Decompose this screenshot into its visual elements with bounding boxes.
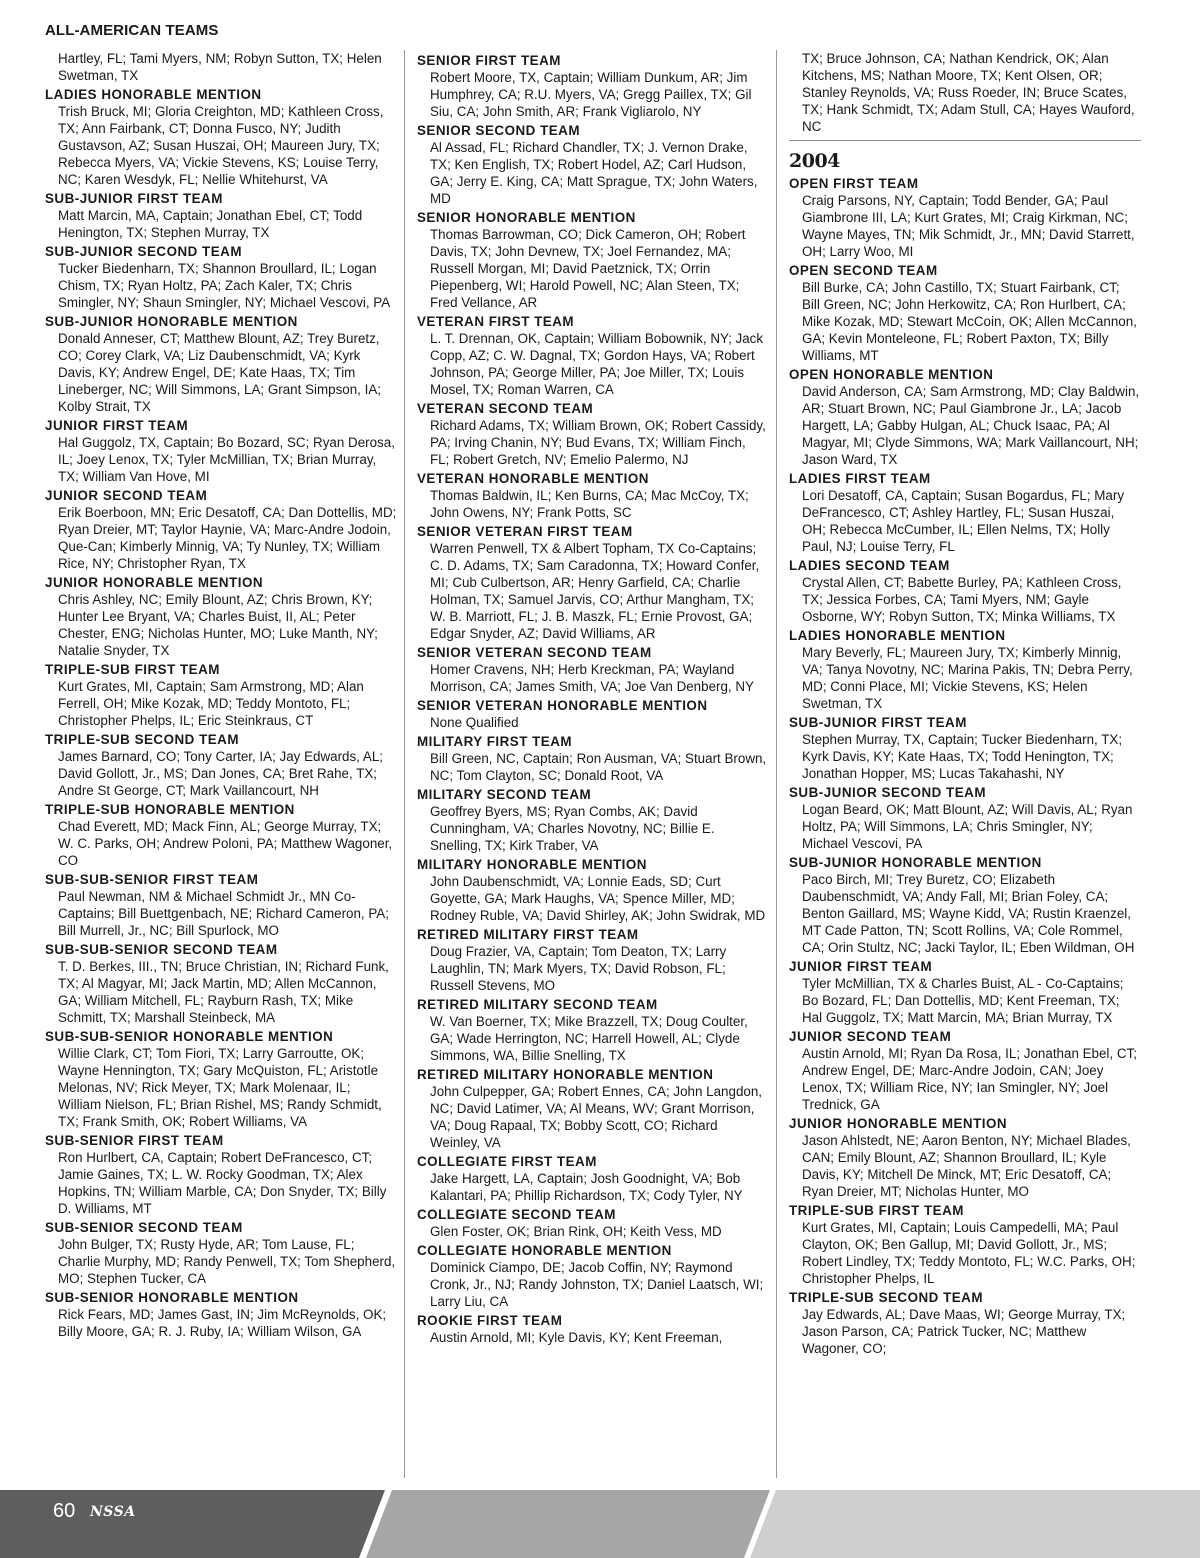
section-heading: COLLEGIATE FIRST TEAM <box>417 1154 597 1169</box>
team-section-veteran-first-team <box>417 313 767 398</box>
team-section-collegiate-first-team <box>417 1153 767 1204</box>
team-members: Paco Birch, MI; Trey Buretz, CO; Elizabeth Daubenschmidt, VA; Andy Fall, MI; Brian Foley, CA; Benton Gaillard, MS; Wayne Kidd, VA; Rustin Kraenzel, MT Cade Patton, TN; Scott Rollins, VA; Cole Rommel, CA; Orin Stultz, NC; Jacki Taylor, IL; Eben Wildman, OH <box>802 872 1135 955</box>
team-members: Doug Frazier, VA, Captain; Tom Deaton, TX; Larry Laughlin, TN; Mark Myers, TX; David Robson, FL; Russell Stevens, MO <box>430 944 727 993</box>
team-members: Thomas Baldwin, IL; Ken Burns, CA; Mac McCoy, TX; John Owens, NY; Frank Potts, SC <box>430 488 749 520</box>
team-section-rookie-first-team <box>417 1312 767 1346</box>
section-heading: JUNIOR FIRST TEAM <box>45 418 189 433</box>
team-members: Jay Edwards, AL; Dave Maas, WI; George Murray, TX; Jason Parson, CA; Patrick Tucker, NC; Matthew Wagoner, CO; <box>802 1307 1126 1356</box>
column-divider <box>404 50 405 1478</box>
team-section-ladies-second-team <box>789 557 1141 625</box>
section-heading: MILITARY HONORABLE MENTION <box>417 857 647 872</box>
year-heading: 2004 <box>789 150 840 172</box>
column-divider <box>776 50 777 1478</box>
section-heading: SENIOR VETERAN HONORABLE MENTION <box>417 698 708 713</box>
section-heading: JUNIOR HONORABLE MENTION <box>789 1116 1008 1131</box>
team-members: L. T. Drennan, OK, Captain; William Bobownik, NY; Jack Copp, AZ; C. W. Dagnal, TX; Gordon Hays, VA; Robert Johnson, PA; George Miller, PA; Joe Miller, TX; Louis Mosel, TX; Roman Warren, CA <box>430 331 764 397</box>
team-section-retired-military-second-team <box>417 996 767 1064</box>
team-members: Bill Green, NC, Captain; Ron Ausman, VA; Stuart Brown, NC; Tom Clayton, SC; Donald Root, VA <box>430 751 767 783</box>
section-heading: LADIES SECOND TEAM <box>789 558 950 573</box>
team-section-military-first-team <box>417 733 767 784</box>
section-heading: LADIES FIRST TEAM <box>789 471 931 486</box>
team-section-senior-first-team <box>417 52 767 120</box>
team-members: James Barnard, CO; Tony Carter, IA; Jay Edwards, AL; David Gollott, Jr., MS; Dan Jones, CA; Bret Rahe, TX; Andre St George, CT; Mark Vaillancourt, NH <box>58 749 383 798</box>
team-section-junior-second-team <box>45 487 397 572</box>
team-members: Al Assad, FL; Richard Chandler, TX; J. Vernon Drake, TX; Ken English, TX; Robert Hodel, AZ; Carl Hudson, GA; Jerry E. King, CA; Matt Sprague, TX; John Waters, MD <box>430 140 758 206</box>
team-section-sub-sub-senior-first-team <box>45 871 397 939</box>
team-members: Craig Parsons, NY, Captain; Todd Bender, GA; Paul Giambrone III, LA; Kurt Grates, MI; Craig Kirkman, NC; Wayne Mayes, TN; Mik Schmidt, Jr., MN; David Starrett, OH; Larry Woo, MI <box>802 193 1135 259</box>
team-section-sub-senior-honorable-mention <box>45 1289 397 1340</box>
team-members: Thomas Barrowman, CO; Dick Cameron, OH; Robert Davis, TX; John Devnew, TX; Joel Fernandez, MA; Russell Morgan, MI; David Paetznick, TX; Orrin Piepenberg, WI; Harold Powell, NC; Alan Steen, TX; Fred Vellance, AR <box>430 227 746 310</box>
brand-logo-text: NSSA <box>90 1504 136 1520</box>
team-section-senior-veteran-first-team <box>417 523 767 642</box>
team-members: Lori Desatoff, CA, Captain; Susan Bogardus, FL; Mary DeFrancesco, CT; Ashley Hartley, FL; Susan Huszai, OH; Rebecca McCumber, IL; Ellen Nelms, TX; Holly Paul, NJ; Louise Terry, FL <box>802 488 1125 554</box>
team-section-sub-junior-second-team <box>789 784 1141 852</box>
team-members: Hartley, FL; Tami Myers, NM; Robyn Sutton, TX; Helen Swetman, TX <box>58 51 382 83</box>
team-section-retired-military-honorable-mention <box>417 1066 767 1151</box>
section-heading: SUB-SENIOR FIRST TEAM <box>45 1133 224 1148</box>
team-section-veteran-honorable-mention <box>417 470 767 521</box>
team-section-open-honorable-mention <box>789 366 1141 468</box>
team-members: Robert Moore, TX, Captain; William Dunkum, AR; Jim Humphrey, CA; R.U. Myers, VA; Gregg Paillex, TX; Gil Siu, CA; John Smith, AR; Frank Vigliarolo, NY <box>430 70 752 119</box>
team-members: Paul Newman, NM & Michael Schmidt Jr., MN Co-Captains; Bill Buettgenbach, NE; Richard Cameron, PA; Bill Murrell, Jr., NC; Bill Spurlock, MO <box>58 889 389 938</box>
team-members: Chris Ashley, NC; Emily Blount, AZ; Chris Brown, KY; Hunter Lee Bryant, VA; Charles Buist, II, AL; Peter Chester, ENG; Nicholas Hunter, MO; Luke Manth, NY; Natalie Snyder, TX <box>58 592 378 658</box>
team-section-military-honorable-mention <box>417 856 767 924</box>
section-heading: SUB-SUB-SENIOR SECOND TEAM <box>45 942 278 957</box>
section-heading: JUNIOR HONORABLE MENTION <box>45 575 264 590</box>
section-heading: ROOKIE FIRST TEAM <box>417 1313 563 1328</box>
section-heading: LADIES HONORABLE MENTION <box>789 628 1006 643</box>
team-members: Chad Everett, MD; Mack Finn, AL; George Murray, TX; W. C. Parks, OH; Andrew Poloni, PA; Matthew Wagoner, CO <box>58 819 393 868</box>
team-members: Austin Arnold, MI; Kyle Davis, KY; Kent Freeman, <box>430 1330 723 1345</box>
team-members: Trish Bruck, MI; Gloria Creighton, MD; Kathleen Cross, TX; Ann Fairbank, CT; Donna Fusco, NY; Judith Gustavson, AZ; Susan Huszai, OH; Maureen Jury, TX; Rebecca Myers, VA; Vickie Stevens, KS; Louise Terry, NC; Karen Wesdyk, FL; Nellie Whitehurst, VA <box>58 104 384 187</box>
section-heading: TRIPLE-SUB HONORABLE MENTION <box>45 802 295 817</box>
team-members: Dominick Ciampo, DE; Jacob Coffin, NY; Raymond Cronk, Jr., NJ; Randy Johnston, TX; Daniel Laatsch, WI; Larry Liu, CA <box>430 1260 764 1309</box>
page-title: ALL-AMERICAN TEAMS <box>45 22 219 39</box>
team-section-sub-junior-honorable-mention <box>789 854 1141 956</box>
team-members: TX; Bruce Johnson, CA; Nathan Kendrick, OK; Alan Kitchens, MS; Nathan Moore, TX; Kent Olsen, OR; Stanley Reynolds, VA; Russ Roeder, IN; Bruce Scates, TX; Hank Schmidt, TX; Adam Stull, CA; Hayes Wauford, NC <box>802 51 1135 134</box>
team-section-sub-sub-senior-second-team <box>45 941 397 1026</box>
section-heading: JUNIOR SECOND TEAM <box>789 1029 952 1044</box>
section-heading: SUB-JUNIOR SECOND TEAM <box>789 785 986 800</box>
section-heading: OPEN FIRST TEAM <box>789 176 919 191</box>
section-heading: SENIOR HONORABLE MENTION <box>417 210 636 225</box>
team-section-sub-senior-first-team <box>45 1132 397 1217</box>
team-section-sub-sub-senior-honorable-mention <box>45 1028 397 1130</box>
team-members: Logan Beard, OK; Matt Blount, AZ; Will Davis, AL; Ryan Holtz, PA; Will Simmons, LA; Chris Smingler, NY; Michael Vescovi, PA <box>802 802 1133 851</box>
team-section-junior-honorable-mention <box>45 574 397 659</box>
team-members: John Daubenschmidt, VA; Lonnie Eads, SD; Curt Goyette, GA; Mark Haughs, VA; Spence Miller, MD; Rodney Ruble, VA; David Shirley, AK; John Swidrak, MD <box>430 874 766 923</box>
team-members: Jason Ahlstedt, NE; Aaron Benton, NY; Michael Blades, CAN; Emily Blount, AZ; Shannon Broullard, IL; Kyle Davis, KY; Mitchell De Minck, MT; Eric Desatoff, CA; Ryan Dreier, MT; Nicholas Hunter, MO <box>802 1133 1131 1199</box>
section-heading: JUNIOR FIRST TEAM <box>789 959 933 974</box>
section-heading: COLLEGIATE SECOND TEAM <box>417 1207 616 1222</box>
section-heading: SUB-JUNIOR HONORABLE MENTION <box>789 855 1042 870</box>
team-members: Matt Marcin, MA, Captain; Jonathan Ebel, CT; Todd Henington, TX; Stephen Murray, TX <box>58 208 363 240</box>
section-heading: TRIPLE-SUB SECOND TEAM <box>45 732 240 747</box>
section-heading: SUB-JUNIOR SECOND TEAM <box>45 244 242 259</box>
team-members: Bill Burke, CA; John Castillo, TX; Stuart Fairbank, CT; Bill Green, NC; John Herkowitz, CA; Ron Hurlbert, CA; Mike Kozak, MD; Stewart McCoin, OK; Allen McCannon, GA; Kevin Monteleone, FL; Robert Paxton, TX; Billy Williams, MT <box>802 280 1137 363</box>
team-members: David Anderson, CA; Sam Armstrong, MD; Clay Baldwin, AR; Stuart Brown, NC; Paul Giambrone Jr., LA; Jacob Hargett, LA; Gabby Hulgan, AL; Chuck Isaac, PA; Al Magyar, MI; Clyde Simmons, WA; Mark Vaillancourt, NH; Jason Ward, TX <box>802 384 1140 467</box>
team-section-triple-sub-first-team <box>789 1202 1141 1287</box>
team-section-senior-veteran-second-team <box>417 644 767 695</box>
team-members: Kurt Grates, MI, Captain; Louis Campedelli, MA; Paul Clayton, OK; Ben Gallup, MI; David Gollott, Jr., MS; Robert Lindley, TX; Teddy Montoto, FL; W.C. Parks, OH; Christopher Phelps, IL <box>802 1220 1136 1286</box>
team-section-military-second-team <box>417 786 767 854</box>
team-section-triple-sub-first-team <box>45 661 397 729</box>
section-heading: MILITARY SECOND TEAM <box>417 787 592 802</box>
section-heading: TRIPLE-SUB FIRST TEAM <box>45 662 220 677</box>
team-members: Homer Cravens, NH; Herb Kreckman, PA; Wayland Morrison, CA; James Smith, VA; Joe Van Denberg, NY <box>430 662 754 694</box>
section-heading: SUB-SUB-SENIOR HONORABLE MENTION <box>45 1029 334 1044</box>
section-heading: SENIOR VETERAN SECOND TEAM <box>417 645 652 660</box>
team-members: Tucker Biedenharn, TX; Shannon Broullard, IL; Logan Chism, TX; Ryan Holtz, PA; Zach Kaler, TX; Chris Smingler, NY; Shaun Smingler, NY; Michael Vescovi, PA <box>58 261 391 310</box>
team-members: Geoffrey Byers, MS; Ryan Combs, AK; David Cunningham, VA; Charles Novotny, NC; Billie E. Snelling, TX; Kirk Traber, VA <box>430 804 715 853</box>
team-section-junior-first-team <box>789 958 1141 1026</box>
section-heading: RETIRED MILITARY SECOND TEAM <box>417 997 658 1012</box>
team-section-collegiate-honorable-mention <box>417 1242 767 1310</box>
year-divider <box>789 140 1141 141</box>
continued-section <box>789 50 1141 135</box>
column-2 <box>417 50 767 1347</box>
team-members: Crystal Allen, CT; Babette Burley, PA; Kathleen Cross, TX; Jessica Forbes, CA; Tami Myers, NM; Gayle Osborne, WY; Robyn Sutton, TX; Minka Williams, TX <box>802 575 1122 624</box>
team-section-ladies-first-team <box>789 470 1141 555</box>
team-section-sub-junior-first-team <box>45 190 397 241</box>
team-members: John Bulger, TX; Rusty Hyde, AR; Tom Lause, FL; Charlie Murphy, MD; Randy Penwell, TX; Tom Shepherd, MO; Stephen Tucker, CA <box>58 1237 396 1286</box>
section-heading: RETIRED MILITARY HONORABLE MENTION <box>417 1067 714 1082</box>
section-heading: SUB-SENIOR SECOND TEAM <box>45 1220 243 1235</box>
team-section-ladies-honorable-mention <box>45 86 397 188</box>
team-members: Erik Boerboon, MN; Eric Desatoff, CA; Dan Dottellis, MD; Ryan Dreier, MT; Taylor Haynie, VA; Marc-Andre Jodoin, Que-Can; Kimberly Minnig, VA; Ty Nunley, TX; William Rice, NY; Christopher Ryan, TX <box>58 505 397 571</box>
footer-band <box>0 1490 1200 1558</box>
team-members: W. Van Boerner, TX; Mike Brazzell, TX; Doug Coulter, GA; Wade Herrington, NC; Harrell Howell, AL; Clyde Simmons, WA, Billie Snelling, TX <box>430 1014 748 1063</box>
team-members: Tyler McMillian, TX & Charles Buist, AL - Co-Captains; Bo Bozard, FL; Dan Dottellis, MD; Kent Freeman, TX; Hal Guggolz, TX; Matt Marcin, MA; Brian Murray, TX <box>802 976 1124 1025</box>
section-heading: SENIOR SECOND TEAM <box>417 123 581 138</box>
team-members: Stephen Murray, TX, Captain; Tucker Biedenharn, TX; Kyrk Davis, KY; Kate Haas, TX; Todd Henington, TX; Jonathan Hopper, MS; Lucas Takahashi, NY <box>802 732 1123 781</box>
team-members: Warren Penwell, TX & Albert Topham, TX Co-Captains; C. D. Adams, TX; Sam Caradonna, TX; Howard Confer, MI; Cub Culbertson, AR; Henry Garfield, CA; Charlie Holman, TX; Samuel Jarvis, CO; Arthur Mangham, TX; W. B. Marriott, FL; J. B. Maszk, FL; Ernie Provost, GA; Edgar Snyder, AZ; David Williams, AR <box>430 541 760 641</box>
section-heading: JUNIOR SECOND TEAM <box>45 488 208 503</box>
team-section-sub-junior-second-team <box>45 243 397 311</box>
team-section-retired-military-first-team <box>417 926 767 994</box>
section-heading: SENIOR VETERAN FIRST TEAM <box>417 524 633 539</box>
section-heading: OPEN HONORABLE MENTION <box>789 367 994 382</box>
team-members: Glen Foster, OK; Brian Rink, OH; Keith Vess, MD <box>430 1224 722 1239</box>
team-section-open-first-team <box>789 175 1141 260</box>
team-members: Kurt Grates, MI, Captain; Sam Armstrong, MD; Alan Ferrell, OH; Mike Kozak, MD; Teddy Montoto, FL; Christopher Phelps, IL; Eric Steinkraus, CT <box>58 679 364 728</box>
team-members: Rick Fears, MD; James Gast, IN; Jim McReynolds, OK; Billy Moore, GA; R. J. Ruby, IA; William Wilson, GA <box>58 1307 387 1339</box>
column-3 <box>789 50 1141 1358</box>
section-heading: LADIES HONORABLE MENTION <box>45 87 262 102</box>
team-members: Jake Hargett, LA, Captain; Josh Goodnight, VA; Bob Kalantari, PA; Phillip Richardson, TX; Cody Tyler, NY <box>430 1171 743 1203</box>
team-members: None Qualified <box>430 715 519 730</box>
continued-section <box>45 50 397 84</box>
section-heading: RETIRED MILITARY FIRST TEAM <box>417 927 639 942</box>
team-section-sub-junior-honorable-mention <box>45 313 397 415</box>
section-heading: COLLEGIATE HONORABLE MENTION <box>417 1243 672 1258</box>
team-section-junior-second-team <box>789 1028 1141 1113</box>
team-section-open-second-team <box>789 262 1141 364</box>
team-members: Austin Arnold, MI; Ryan Da Rosa, IL; Jonathan Ebel, CT; Andrew Engel, DE; Marc-Andre Jodoin, CAN; Joey Lenox, TX; William Rice, NY; Ian Smingler, NY; Joel Trednick, GA <box>802 1046 1137 1112</box>
team-section-junior-honorable-mention <box>789 1115 1141 1200</box>
team-section-sub-senior-second-team <box>45 1219 397 1287</box>
team-members: Mary Beverly, FL; Maureen Jury, TX; Kimberly Minnig, VA; Tanya Novotny, NC; Marina Pakis, TN; Debra Perry, MD; Conni Place, MI; Vickie Stevens, KS; Helen Swetman, TX <box>802 645 1133 711</box>
team-members: Richard Adams, TX; William Brown, OK; Robert Cassidy, PA; Irving Chanin, NY; Bud Evans, TX; William Finch, FL; Robert Gretch, NV; Emelio Palermo, NJ <box>430 418 766 467</box>
section-heading: VETERAN HONORABLE MENTION <box>417 471 649 486</box>
team-section-triple-sub-second-team <box>789 1289 1141 1357</box>
section-heading: TRIPLE-SUB SECOND TEAM <box>789 1290 984 1305</box>
team-section-senior-honorable-mention <box>417 209 767 311</box>
team-section-triple-sub-honorable-mention <box>45 801 397 869</box>
column-1 <box>45 50 397 1341</box>
section-heading: SUB-SUB-SENIOR FIRST TEAM <box>45 872 259 887</box>
section-heading: TRIPLE-SUB FIRST TEAM <box>789 1203 964 1218</box>
section-heading: MILITARY FIRST TEAM <box>417 734 573 749</box>
team-section-senior-second-team <box>417 122 767 207</box>
team-section-ladies-honorable-mention <box>789 627 1141 712</box>
section-heading: VETERAN FIRST TEAM <box>417 314 575 329</box>
section-heading: SUB-JUNIOR HONORABLE MENTION <box>45 314 298 329</box>
section-heading: SUB-JUNIOR FIRST TEAM <box>45 191 223 206</box>
team-members: Willie Clark, CT; Tom Fiori, TX; Larry Garroutte, OK; Wayne Hennington, TX; Gary McQuiston, FL; Aristotle Melonas, NV; Rick Meyer, TX; Mark Molenaar, IL; William Nielson, FL; Brian Rishel, MS; Randy Schmidt, TX; Frank Smith, OK; Robert Williams, VA <box>58 1046 382 1129</box>
team-members: T. D. Berkes, III., TN; Bruce Christian, IN; Richard Funk, TX; Al Magyar, MI; Jack Martin, MD; Allen McCannon, GA; William Mitchell, FL; Rayburn Rash, TX; Mike Schmitt, TX; Marshall Steinbeck, MA <box>58 959 389 1025</box>
section-heading: SENIOR FIRST TEAM <box>417 53 561 68</box>
team-members: John Culpepper, GA; Robert Ennes, CA; John Langdon, NC; David Latimer, VA; Al Means, WV; Grant Morrison, VA; Doug Rapaal, TX; Bobby Scott, CO; Richard Weinley, VA <box>430 1084 763 1150</box>
team-section-senior-veteran-honorable-mention <box>417 697 767 731</box>
team-members: Hal Guggolz, TX, Captain; Bo Bozard, SC; Ryan Derosa, IL; Joey Lenox, TX; Tyler McMillian, TX; Brian Murray, TX; William Van Hove, MI <box>58 435 395 484</box>
team-section-junior-first-team <box>45 417 397 485</box>
section-heading: VETERAN SECOND TEAM <box>417 401 594 416</box>
section-heading: SUB-SENIOR HONORABLE MENTION <box>45 1290 299 1305</box>
section-heading: SUB-JUNIOR FIRST TEAM <box>789 715 967 730</box>
page-number: 60 <box>53 1500 76 1522</box>
team-section-triple-sub-second-team <box>45 731 397 799</box>
team-section-veteran-second-team <box>417 400 767 468</box>
team-members: Ron Hurlbert, CA, Captain; Robert DeFrancesco, CT; Jamie Gaines, TX; L. W. Rocky Goodman, TX; Alex Hopkins, TN; William Marble, CA; Don Snyder, TX; Billy D. Williams, MT <box>58 1150 387 1216</box>
team-section-collegiate-second-team <box>417 1206 767 1240</box>
team-members: Donald Anneser, CT; Matthew Blount, AZ; Trey Buretz, CO; Corey Clark, VA; Liz Daubenschmidt, VA; Kyrk Davis, KY; Andrew Engel, DE; Kate Haas, TX; Tim Lineberger, NC; Will Simmons, LA; Grant Simpson, IA; Kolby Strait, TX <box>58 331 381 414</box>
team-section-sub-junior-first-team <box>789 714 1141 782</box>
section-heading: OPEN SECOND TEAM <box>789 263 938 278</box>
